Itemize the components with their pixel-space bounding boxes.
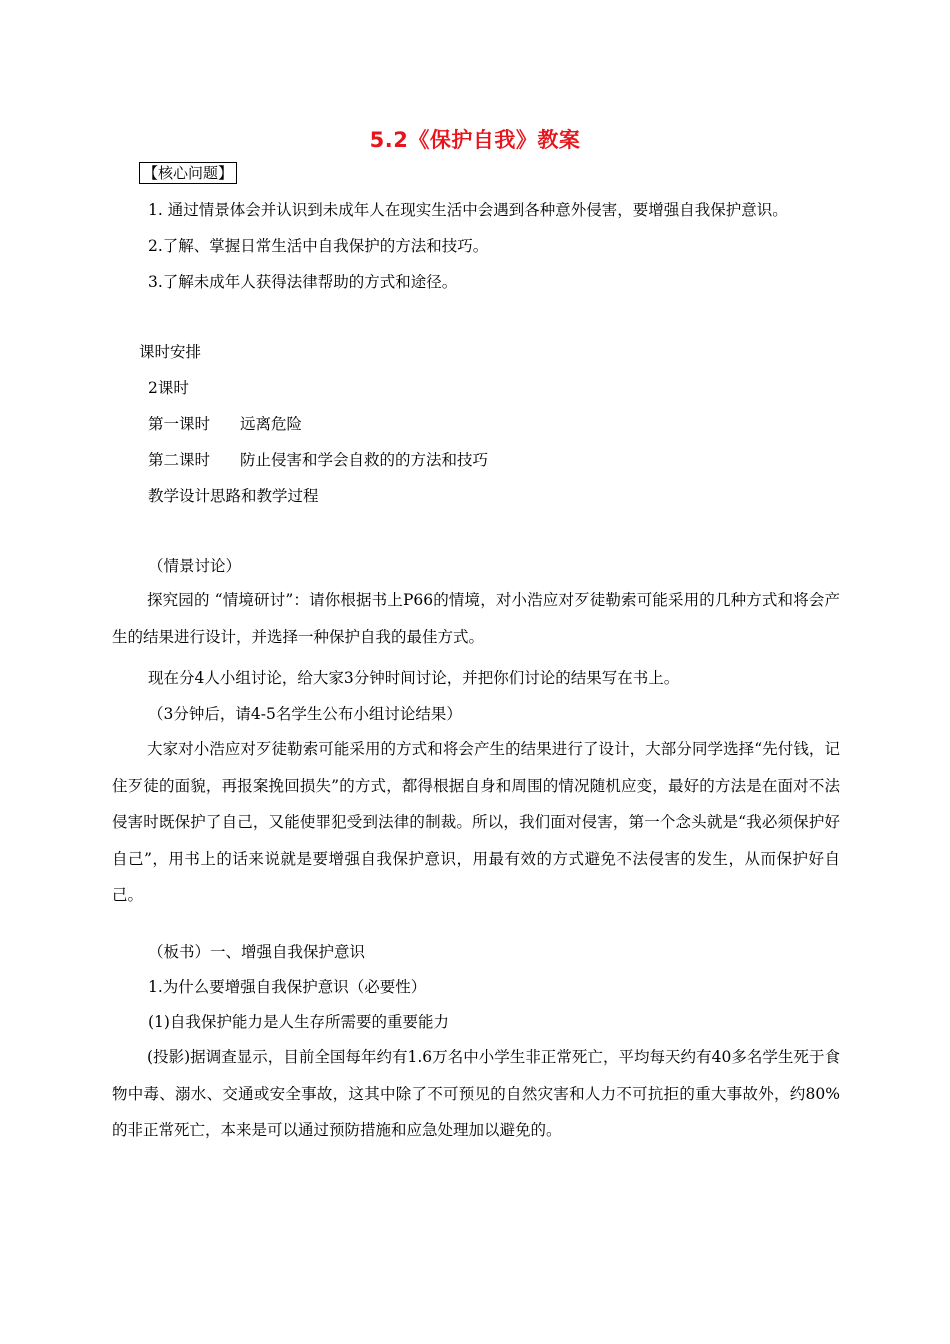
board-heading: （板书）一、增强自我保护意识 xyxy=(148,943,366,961)
board-question-1a: (1)自我保护能力是人生存所需要的重要能力 xyxy=(148,1013,449,1031)
discussion-paragraph-2: 现在分4人小组讨论，给大家3分钟时间讨论，并把你们讨论的结果写在书上。 xyxy=(148,669,680,687)
lesson-2-label: 第二课时 xyxy=(148,451,211,469)
design-heading: 教学设计思路和教学过程 xyxy=(148,487,319,505)
core-item-2: 2.了解、掌握日常生活中自我保护的方法和技巧。 xyxy=(148,237,489,255)
projection-paragraph: (投影)据调查显示，目前全国每年约有1.6万名中小学生非正常死亡，平均每天约有40多名学生死于食物中毒、溺水、交通或安全事故，这其中除了不可预见的自然灾害和人力不可抗拒的重大事故外，约80%的非正常死亡，本来是可以通过预防措施和应急处理加以避免的。 xyxy=(112,1048,840,1139)
discussion-paragraph-4: 大家对小浩应对歹徒勒索可能采用的方式和将会产生的结果进行了设计，大部分同学选择“先付钱，记住歹徒的面貌，再报案挽回损失”的方式，都得根据自身和周围的情况随机应变，最好的方法是在面对不法侵害时既保护了自己，又能使罪犯受到法律的制裁。所以，我们面对侵害，第一个念头就是“我必须保护好自己”，用书上的话来说就是要增强自我保护意识，用最有效的方式避免不法侵害的发生，从而保护好自己。 xyxy=(112,740,840,904)
board-question-1: 1.为什么要增强自我保护意识（必要性） xyxy=(148,978,427,996)
lesson-1-content: 远离危险 xyxy=(240,415,303,433)
discussion-label: （情景讨论） xyxy=(148,557,242,575)
core-questions-tag: 【核心问题】 xyxy=(139,162,237,184)
discussion-paragraph-3: （3分钟后，请4-5名学生公布小组讨论结果） xyxy=(148,705,462,723)
schedule-total: 2课时 xyxy=(148,379,189,397)
lesson-2-content: 防止侵害和学会自救的的方法和技巧 xyxy=(240,451,489,469)
lesson-1-label: 第一课时 xyxy=(148,415,211,433)
core-item-1: 1. 通过情景体会并认识到未成年人在现实生活中会遇到各种意外侵害，要增强自我保护意识。 xyxy=(148,201,788,219)
core-item-3: 3.了解未成年人获得法律帮助的方式和途径。 xyxy=(148,273,458,291)
document-title: 5.2《保护自我》教案 xyxy=(369,128,581,152)
schedule-heading: 课时安排 xyxy=(139,343,202,361)
discussion-paragraph-1: 探究园的 “情境研讨”：请你根据书上P66的情境，对小浩应对歹徒勒索可能采用的几种方式和将会产生的结果进行设计，并选择一种保护自我的最佳方式。 xyxy=(112,591,840,646)
